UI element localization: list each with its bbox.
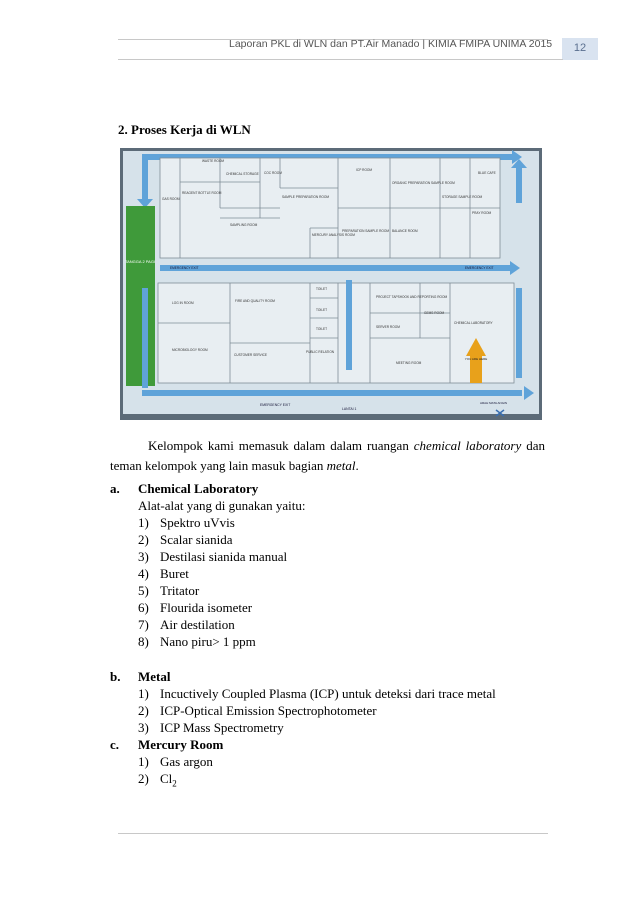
room-icp: ICP ROOM xyxy=(356,168,373,172)
intro-paragraph: Kelompok kami memasuk dalam dalam ruangan chemical laboratory dan teman kelompok yang lain masuk bagian metal. xyxy=(110,438,545,473)
room-waste: WASTE ROOM xyxy=(202,159,225,163)
list-item: 5) Tritator xyxy=(138,583,200,598)
list-item: 2) $Cl_2$ xyxy=(138,771,177,789)
list-item: 2) Scalar sianida xyxy=(138,532,233,547)
flow-arrow-right-top xyxy=(516,168,522,203)
list-item: 8) Nano piru> 1 ppm xyxy=(138,634,256,649)
room-server: SERVER ROOM xyxy=(376,325,400,329)
flow-arrow-left-top xyxy=(142,154,148,199)
room-microbiology: MICROBIOLOGY ROOM xyxy=(172,348,208,352)
list-item: 4) Buret xyxy=(138,566,189,581)
running-header: Laporan PKL di WLN dan PT.Air Manado | KIMIA FMIPA UNIMA 2015 xyxy=(229,38,553,50)
you-are-here-label: YOU ARE HERE xyxy=(464,357,488,361)
list-item: 2) ICP-Optical Emission Spectrophotometer xyxy=(138,703,377,718)
room-coc: COC ROOM xyxy=(264,171,282,175)
section-a-title: a. Chemical Laboratory xyxy=(110,481,259,496)
direction-label: ARAH MATA ANGIN xyxy=(480,401,508,405)
list-item: 6) Flourida isometer xyxy=(138,600,253,615)
room-project: PROJECT TAPSHOOK AND REPORTING ROOM xyxy=(376,295,448,299)
flow-arrow-center xyxy=(346,280,352,370)
flow-arrow-middle xyxy=(160,265,510,271)
room-chemical-storage: CHEMICAL STORAGE xyxy=(226,172,259,176)
room-reagent-bottle: REAGENT BOTTLE ROOM xyxy=(182,191,222,195)
section-b-title: b. Metal xyxy=(110,669,171,684)
header-underline xyxy=(118,59,563,60)
exit-label-3: EMERGENCY EXIT xyxy=(260,403,291,407)
section-title: 2. Proses Kerja di WLN xyxy=(118,122,251,137)
list-item: 1) Gas argon xyxy=(138,754,213,769)
room-sampling: SAMPLING ROOM xyxy=(230,223,258,227)
room-meeting: MEETING ROOM xyxy=(396,361,422,365)
footer-rule xyxy=(118,833,548,834)
list-item: 3) ICP Mass Spectrometry xyxy=(138,720,284,735)
section-a-intro: Alat-alat yang di gunakan yaitu: xyxy=(138,498,306,513)
floorplan-image xyxy=(120,148,542,420)
room-login: LOG IN ROOM xyxy=(172,301,194,305)
room-toilet-1: TOILET xyxy=(316,287,328,291)
list-item: 7) Air destilation xyxy=(138,617,235,632)
room-blue-cafe: BLUE CAFE xyxy=(478,171,496,175)
room-customer-service: CUSTOMER SERVICE xyxy=(234,353,268,357)
exit-label-1: EMERGENCY EXIT xyxy=(170,266,199,270)
room-fire-quality: FIRE AND QUALITY ROOM xyxy=(235,299,275,303)
room-sample-prep: SAMPLE PREPARATION ROOM xyxy=(282,195,329,199)
exit-label-2: EMERGENCY EXIT xyxy=(465,266,494,270)
room-storage-sample: STORAGE SAMPLE ROOM xyxy=(442,195,483,199)
room-toilet-3: TOILET xyxy=(316,327,328,331)
room-public-relation: PUBLIC RELATION xyxy=(306,350,335,354)
flow-arrow-bottom xyxy=(142,390,522,396)
room-balance: BALANCE ROOM xyxy=(392,229,418,233)
section-a xyxy=(110,480,306,650)
room-toilet-2: TOILET xyxy=(316,308,328,312)
section-c-title: c. Mercury Room xyxy=(110,737,224,752)
top-rooms xyxy=(160,158,500,258)
stair-block xyxy=(126,206,155,386)
list-item: 1) Spektro uVvis xyxy=(138,515,235,530)
floor-label: LANTAI 1 xyxy=(342,407,357,411)
room-mercury: MERCURY ANALYSIS ROOM xyxy=(312,233,355,237)
flow-arrow-right-bottom xyxy=(516,288,522,378)
section-b xyxy=(110,668,496,793)
room-organic-prep: ORGANIC PREPARATION SAMPLE ROOM xyxy=(392,181,455,185)
stair-label: TANGGA 2 PAGI xyxy=(124,259,156,264)
room-chemical-lab: CHEMICAL LABORATORY xyxy=(454,321,493,325)
page-number: 12 xyxy=(562,38,598,60)
room-pray: PRAY ROOM xyxy=(472,211,492,215)
room-gas: GAS ROOM xyxy=(162,197,180,201)
list-item: 1) Incuctively Coupled Plasma (ICP) untuk deteksi dari trace metal xyxy=(138,686,496,701)
list-item: 3) Destilasi sianida manual xyxy=(138,549,288,564)
flow-arrow-left-bottom xyxy=(142,288,148,388)
room-prep-sample: PREPARATION SAMPLE ROOM xyxy=(342,229,389,233)
room-gems: GEMS ROOM xyxy=(424,311,445,315)
bottom-rooms xyxy=(158,283,514,383)
